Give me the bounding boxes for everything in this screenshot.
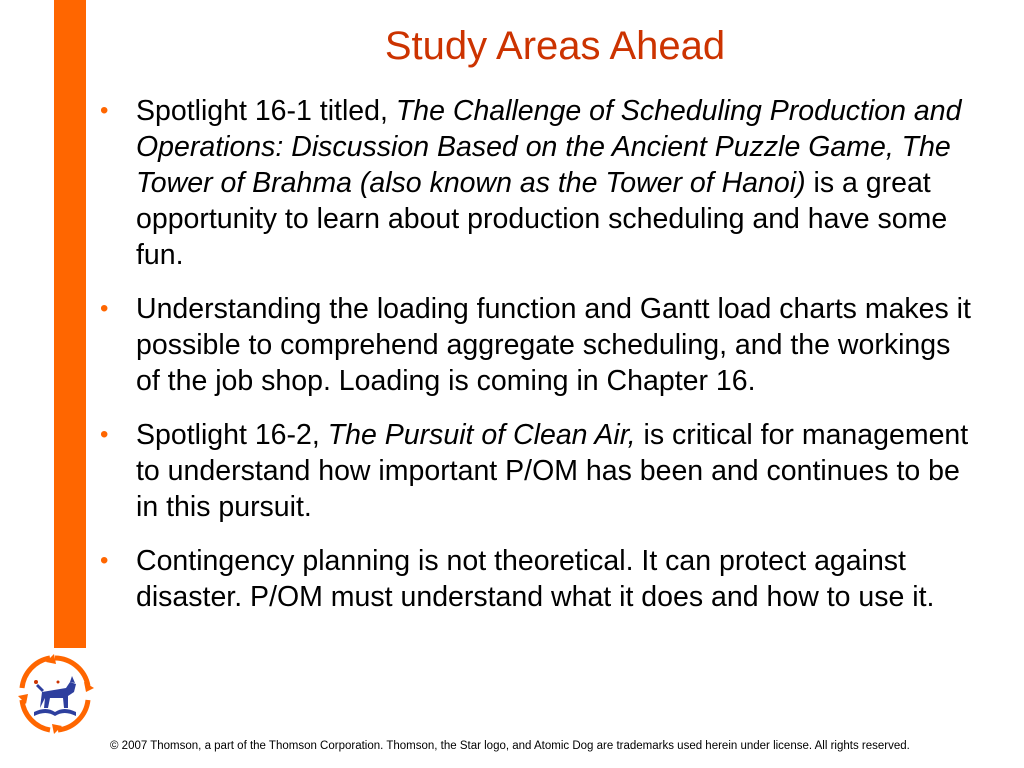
bullet-item [98, 93, 978, 273]
bullet-italic-text: The Challenge of Scheduling Production and Operations: Discussion Based on the Ancient Puzzle Game, The Tower of Brahma (also known as the Tower of Hanoi) [136, 95, 962, 199]
bullet-marker: • [100, 421, 109, 448]
slide-title: Study Areas Ahead [384, 24, 726, 68]
bullet-item [98, 291, 978, 399]
bullet-list [98, 93, 978, 633]
bullet-marker: • [100, 97, 109, 124]
bullet-marker: • [100, 295, 109, 322]
bullet-text: Spotlight 16-2, [136, 419, 328, 451]
bullet-text: is critical for management to understand how important P/OM has been and continues to be in this pursuit. [136, 419, 969, 523]
bullet-text: is a great opportunity to learn about production scheduling and have some fun. [136, 167, 948, 271]
atomic-dog-logo-icon [14, 652, 96, 736]
bullet-italic-text: The Pursuit of Clean Air, [327, 419, 636, 451]
bullet-text: Spotlight 16-1 titled, [136, 95, 396, 127]
bullet-text: Contingency planning is not theoretical. It can protect against disaster. P/OM must understand what it does and how to use it. [136, 545, 935, 613]
bullet-item [98, 417, 978, 525]
bullet-text: Understanding the loading function and Gantt load charts makes it possible to comprehend aggregate scheduling, and the workings of the job shop. Loading is coming in Chapter 16. [136, 293, 971, 397]
bullet-item [98, 543, 978, 615]
orange-accent-bar [54, 0, 86, 648]
copyright-footer: © 2007 Thomson, a part of the Thomson Corporation. Thomson, the Star logo, and Atomic Dog are trademarks used herein under license. All rights reserved. [110, 740, 910, 752]
bullet-marker: • [100, 547, 109, 574]
